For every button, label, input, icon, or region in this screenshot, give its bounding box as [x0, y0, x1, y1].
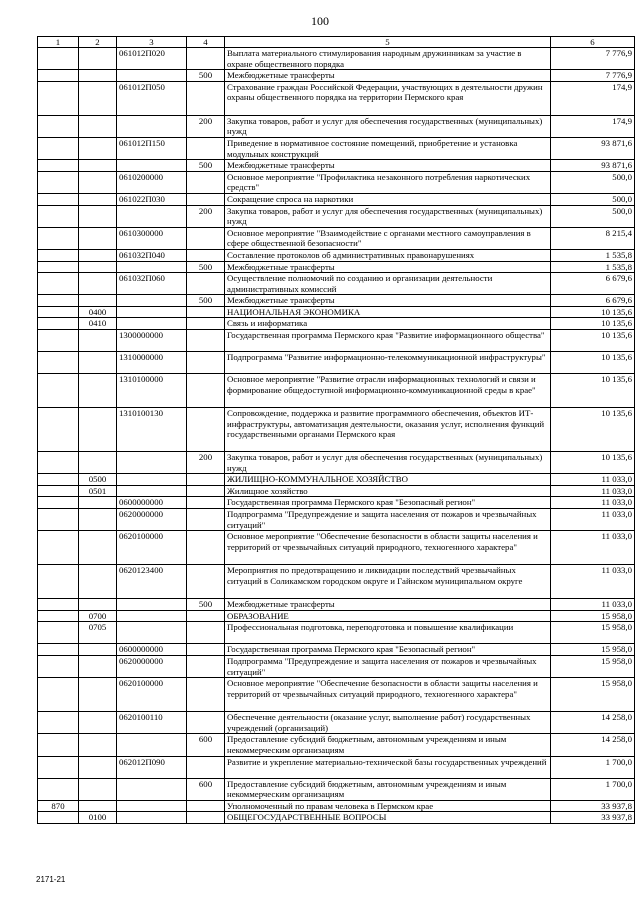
- chapter-code-cell: [38, 81, 79, 115]
- expense-type-code-cell: [187, 408, 225, 452]
- column-header: 2: [79, 37, 117, 48]
- section-code-cell: [79, 70, 117, 82]
- item-name-cell: Основное мероприятие "Развитие отрасли информационных технологий и связи и формирование общедоступной информационно-коммуникационной среды в крае": [225, 374, 551, 408]
- target-article-code-cell: [117, 295, 187, 307]
- column-header: 1: [38, 37, 79, 48]
- chapter-code-cell: [38, 306, 79, 318]
- section-code-cell: [79, 565, 117, 599]
- section-code-cell: [79, 644, 117, 656]
- chapter-code-cell: [38, 137, 79, 159]
- chapter-code-cell: [38, 160, 79, 172]
- target-article-code-cell: [117, 800, 187, 812]
- table-row: [38, 452, 635, 474]
- section-code-cell: [79, 452, 117, 474]
- amount-cell: 11 033,0: [551, 474, 635, 486]
- target-article-code-cell: 061012П020: [117, 48, 187, 70]
- table-row: [38, 193, 635, 205]
- target-article-code-cell: 0620100000: [117, 678, 187, 712]
- column-header-row: [38, 37, 635, 48]
- amount-cell: 500,0: [551, 205, 635, 227]
- expense-type-code-cell: [187, 756, 225, 778]
- chapter-code-cell: [38, 115, 79, 137]
- chapter-code-cell: [38, 497, 79, 509]
- table-row: [38, 497, 635, 509]
- item-name-cell: Приведение в нормативное состояние помещений, приобретение и установка модульных конструкций: [225, 137, 551, 159]
- amount-cell: 33 937,8: [551, 812, 635, 824]
- table-row: [38, 330, 635, 352]
- expense-type-code-cell: [187, 318, 225, 330]
- chapter-code-cell: [38, 678, 79, 712]
- expense-type-code-cell: [187, 712, 225, 734]
- target-article-code-cell: 061012П050: [117, 81, 187, 115]
- table-row: [38, 306, 635, 318]
- table-row: [38, 295, 635, 307]
- item-name-cell: Связь и информатика: [225, 318, 551, 330]
- section-code-cell: [79, 599, 117, 611]
- expense-type-code-cell: [187, 485, 225, 497]
- chapter-code-cell: [38, 408, 79, 452]
- chapter-code-cell: [38, 531, 79, 565]
- expense-type-code-cell: [187, 374, 225, 408]
- expense-type-code-cell: 500: [187, 261, 225, 273]
- expense-type-code-cell: [187, 610, 225, 622]
- section-code-cell: [79, 408, 117, 452]
- column-header: 3: [117, 37, 187, 48]
- item-name-cell: Основное мероприятие "Профилактика незаконного потребления наркотических средств": [225, 171, 551, 193]
- table-row: [38, 678, 635, 712]
- chapter-code-cell: [38, 227, 79, 249]
- section-code-cell: [79, 374, 117, 408]
- table-row: [38, 115, 635, 137]
- amount-cell: 93 871,6: [551, 137, 635, 159]
- expense-type-code-cell: [187, 171, 225, 193]
- amount-cell: 174,9: [551, 81, 635, 115]
- section-code-cell: [79, 756, 117, 778]
- amount-cell: 10 135,6: [551, 330, 635, 352]
- expense-type-code-cell: [187, 48, 225, 70]
- expense-type-code-cell: 500: [187, 160, 225, 172]
- chapter-code-cell: [38, 644, 79, 656]
- table-row: [38, 778, 635, 800]
- chapter-code-cell: [38, 205, 79, 227]
- table-row: [38, 318, 635, 330]
- table-row: [38, 273, 635, 295]
- chapter-code-cell: [38, 171, 79, 193]
- item-name-cell: Осуществление полномочий по созданию и организации деятельности административных комиссий: [225, 273, 551, 295]
- expense-type-code-cell: 500: [187, 599, 225, 611]
- column-header: 6: [551, 37, 635, 48]
- section-code-cell: [79, 531, 117, 565]
- table-row: [38, 408, 635, 452]
- amount-cell: 33 937,8: [551, 800, 635, 812]
- expense-type-code-cell: [187, 193, 225, 205]
- target-article-code-cell: [117, 622, 187, 644]
- expense-type-code-cell: 500: [187, 295, 225, 307]
- amount-cell: 93 871,6: [551, 160, 635, 172]
- chapter-code-cell: [38, 249, 79, 261]
- expense-type-code-cell: 500: [187, 70, 225, 82]
- table-row: [38, 160, 635, 172]
- chapter-code-cell: [38, 374, 79, 408]
- section-code-cell: [79, 48, 117, 70]
- amount-cell: 15 958,0: [551, 656, 635, 678]
- section-code-cell: [79, 249, 117, 261]
- section-code-cell: 0410: [79, 318, 117, 330]
- table-row: [38, 509, 635, 531]
- amount-cell: 15 958,0: [551, 622, 635, 644]
- item-name-cell: ОБЩЕГОСУДАРСТВЕННЫЕ ВОПРОСЫ: [225, 812, 551, 824]
- section-code-cell: [79, 115, 117, 137]
- chapter-code-cell: [38, 474, 79, 486]
- table-row: [38, 205, 635, 227]
- section-code-cell: [79, 330, 117, 352]
- chapter-code-cell: 870: [38, 800, 79, 812]
- chapter-code-cell: [38, 452, 79, 474]
- item-name-cell: Основное мероприятие "Взаимодействие с органами местного самоуправления в сфере общественной безопасности": [225, 227, 551, 249]
- table-row: [38, 48, 635, 70]
- section-code-cell: [79, 800, 117, 812]
- amount-cell: 500,0: [551, 171, 635, 193]
- table-row: [38, 812, 635, 824]
- amount-cell: 1 535,8: [551, 249, 635, 261]
- amount-cell: 10 135,6: [551, 352, 635, 374]
- section-code-cell: [79, 227, 117, 249]
- target-article-code-cell: 0620123400: [117, 565, 187, 599]
- item-name-cell: Сопровождение, поддержка и развитие программного обеспечения, объектов ИТ-инфраструктуры, автоматизация деятельности, оказания услуг, исполнения функций государственными органами Пермского края: [225, 408, 551, 452]
- target-article-code-cell: 061032П060: [117, 273, 187, 295]
- amount-cell: 15 958,0: [551, 610, 635, 622]
- target-article-code-cell: [117, 160, 187, 172]
- chapter-code-cell: [38, 193, 79, 205]
- section-code-cell: [79, 352, 117, 374]
- amount-cell: 8 215,4: [551, 227, 635, 249]
- item-name-cell: Выплата материального стимулирования народным дружинникам за участие в охране общественного порядка: [225, 48, 551, 70]
- target-article-code-cell: [117, 261, 187, 273]
- amount-cell: 500,0: [551, 193, 635, 205]
- target-article-code-cell: 1310000000: [117, 352, 187, 374]
- section-code-cell: [79, 509, 117, 531]
- expense-type-code-cell: 200: [187, 205, 225, 227]
- chapter-code-cell: [38, 485, 79, 497]
- section-code-cell: [79, 497, 117, 509]
- expense-type-code-cell: [187, 644, 225, 656]
- section-code-cell: 0501: [79, 485, 117, 497]
- item-name-cell: Предоставление субсидий бюджетным, автономным учреждениям и иным некоммерческим организациям: [225, 734, 551, 756]
- section-code-cell: [79, 712, 117, 734]
- item-name-cell: Основное мероприятие "Обеспечение безопасности в области защиты населения и территорий от чрезвычайных ситуаций природного, техногенного характера": [225, 531, 551, 565]
- chapter-code-cell: [38, 565, 79, 599]
- amount-cell: 11 033,0: [551, 599, 635, 611]
- section-code-cell: [79, 137, 117, 159]
- chapter-code-cell: [38, 509, 79, 531]
- item-name-cell: Развитие и укрепление материально-технической базы государственных учреждений: [225, 756, 551, 778]
- chapter-code-cell: [38, 48, 79, 70]
- expense-type-code-cell: [187, 678, 225, 712]
- item-name-cell: Подпрограмма "Предупреждение и защита населения от пожаров и чрезвычайных ситуаций": [225, 656, 551, 678]
- expense-type-code-cell: [187, 273, 225, 295]
- table-row: [38, 734, 635, 756]
- target-article-code-cell: [117, 485, 187, 497]
- amount-cell: 11 033,0: [551, 485, 635, 497]
- column-header: 4: [187, 37, 225, 48]
- amount-cell: 15 958,0: [551, 644, 635, 656]
- amount-cell: 7 776,9: [551, 70, 635, 82]
- expense-type-code-cell: 200: [187, 452, 225, 474]
- expense-type-code-cell: [187, 330, 225, 352]
- section-code-cell: 0705: [79, 622, 117, 644]
- target-article-code-cell: 0620100000: [117, 531, 187, 565]
- section-code-cell: [79, 778, 117, 800]
- section-code-cell: 0700: [79, 610, 117, 622]
- table-row: [38, 756, 635, 778]
- expense-type-code-cell: [187, 497, 225, 509]
- chapter-code-cell: [38, 812, 79, 824]
- expense-type-code-cell: [187, 474, 225, 486]
- item-name-cell: Профессиональная подготовка, переподготовка и повышение квалификации: [225, 622, 551, 644]
- document-code: 2171-21: [36, 875, 66, 884]
- expense-type-code-cell: [187, 565, 225, 599]
- table-row: [38, 81, 635, 115]
- chapter-code-cell: [38, 712, 79, 734]
- chapter-code-cell: [38, 330, 79, 352]
- table-row: [38, 137, 635, 159]
- section-code-cell: [79, 678, 117, 712]
- table-row: [38, 656, 635, 678]
- item-name-cell: Межбюджетные трансферты: [225, 261, 551, 273]
- target-article-code-cell: [117, 812, 187, 824]
- item-name-cell: Межбюджетные трансферты: [225, 599, 551, 611]
- item-name-cell: Основное мероприятие "Обеспечение безопасности в области защиты населения и территорий от чрезвычайных ситуаций природного, техногенного характера": [225, 678, 551, 712]
- chapter-code-cell: [38, 756, 79, 778]
- table-row: [38, 800, 635, 812]
- target-article-code-cell: 0600000000: [117, 644, 187, 656]
- section-code-cell: 0400: [79, 306, 117, 318]
- amount-cell: 1 700,0: [551, 778, 635, 800]
- amount-cell: 6 679,6: [551, 295, 635, 307]
- item-name-cell: Сокращение спроса на наркотики: [225, 193, 551, 205]
- table-row: [38, 644, 635, 656]
- chapter-code-cell: [38, 599, 79, 611]
- chapter-code-cell: [38, 778, 79, 800]
- section-code-cell: [79, 734, 117, 756]
- target-article-code-cell: [117, 115, 187, 137]
- amount-cell: 10 135,6: [551, 306, 635, 318]
- chapter-code-cell: [38, 622, 79, 644]
- table-row: [38, 485, 635, 497]
- section-code-cell: [79, 193, 117, 205]
- chapter-code-cell: [38, 273, 79, 295]
- target-article-code-cell: 062012П090: [117, 756, 187, 778]
- item-name-cell: Подпрограмма "Развитие информационно-телекоммуникационной инфраструктуры": [225, 352, 551, 374]
- chapter-code-cell: [38, 261, 79, 273]
- expense-type-code-cell: [187, 812, 225, 824]
- item-name-cell: Страхование граждан Российской Федерации, участвующих в деятельности дружин охраны общественного порядка на территории Пермского края: [225, 81, 551, 115]
- item-name-cell: ЖИЛИЩНО-КОММУНАЛЬНОЕ ХОЗЯЙСТВО: [225, 474, 551, 486]
- target-article-code-cell: [117, 205, 187, 227]
- section-code-cell: [79, 171, 117, 193]
- target-article-code-cell: 1310100130: [117, 408, 187, 452]
- section-code-cell: [79, 295, 117, 307]
- section-code-cell: [79, 205, 117, 227]
- item-name-cell: Предоставление субсидий бюджетным, автономным учреждениям и иным некоммерческим организациям: [225, 778, 551, 800]
- target-article-code-cell: 061012П150: [117, 137, 187, 159]
- table-row: [38, 712, 635, 734]
- section-code-cell: [79, 273, 117, 295]
- chapter-code-cell: [38, 610, 79, 622]
- expense-type-code-cell: [187, 352, 225, 374]
- table-row: [38, 249, 635, 261]
- item-name-cell: Закупка товаров, работ и услуг для обеспечения государственных (муниципальных) нужд: [225, 205, 551, 227]
- target-article-code-cell: 0620100110: [117, 712, 187, 734]
- expense-type-code-cell: [187, 656, 225, 678]
- target-article-code-cell: 0610300000: [117, 227, 187, 249]
- chapter-code-cell: [38, 734, 79, 756]
- target-article-code-cell: 0610200000: [117, 171, 187, 193]
- column-header: 5: [225, 37, 551, 48]
- section-code-cell: [79, 160, 117, 172]
- expense-type-code-cell: 600: [187, 734, 225, 756]
- chapter-code-cell: [38, 295, 79, 307]
- item-name-cell: Государственная программа Пермского края "Безопасный регион": [225, 644, 551, 656]
- amount-cell: 6 679,6: [551, 273, 635, 295]
- target-article-code-cell: [117, 734, 187, 756]
- target-article-code-cell: [117, 306, 187, 318]
- table-row: [38, 70, 635, 82]
- amount-cell: 14 258,0: [551, 712, 635, 734]
- target-article-code-cell: [117, 599, 187, 611]
- item-name-cell: Межбюджетные трансферты: [225, 70, 551, 82]
- item-name-cell: Подпрограмма "Предупреждение и защита населения от пожаров и чрезвычайных ситуаций": [225, 509, 551, 531]
- amount-cell: 10 135,6: [551, 318, 635, 330]
- amount-cell: 11 033,0: [551, 531, 635, 565]
- chapter-code-cell: [38, 70, 79, 82]
- item-name-cell: Государственная программа Пермского края "Развитие информационного общества": [225, 330, 551, 352]
- item-name-cell: Обеспечение деятельности (оказание услуг, выполнение работ) государственных учреждений (организаций): [225, 712, 551, 734]
- amount-cell: 10 135,6: [551, 408, 635, 452]
- chapter-code-cell: [38, 656, 79, 678]
- expense-type-code-cell: 600: [187, 778, 225, 800]
- target-article-code-cell: 0600000000: [117, 497, 187, 509]
- expense-type-code-cell: [187, 81, 225, 115]
- target-article-code-cell: [117, 778, 187, 800]
- item-name-cell: Закупка товаров, работ и услуг для обеспечения государственных (муниципальных) нужд: [225, 452, 551, 474]
- item-name-cell: Мероприятия по предотвращению и ликвидации последствий чрезвычайных ситуаций в Соликамском городском округе и Гайнском муниципальном округе: [225, 565, 551, 599]
- table-row: [38, 531, 635, 565]
- target-article-code-cell: [117, 474, 187, 486]
- item-name-cell: ОБРАЗОВАНИЕ: [225, 610, 551, 622]
- table-row: [38, 227, 635, 249]
- expense-type-code-cell: [187, 137, 225, 159]
- table-row: [38, 374, 635, 408]
- table-row: [38, 171, 635, 193]
- target-article-code-cell: [117, 318, 187, 330]
- section-code-cell: [79, 81, 117, 115]
- amount-cell: 10 135,6: [551, 374, 635, 408]
- section-code-cell: [79, 656, 117, 678]
- expense-type-code-cell: [187, 509, 225, 531]
- target-article-code-cell: 0620000000: [117, 656, 187, 678]
- item-name-cell: НАЦИОНАЛЬНАЯ ЭКОНОМИКА: [225, 306, 551, 318]
- target-article-code-cell: [117, 70, 187, 82]
- expense-type-code-cell: [187, 227, 225, 249]
- amount-cell: 1 535,8: [551, 261, 635, 273]
- table-row: [38, 474, 635, 486]
- target-article-code-cell: 061022П030: [117, 193, 187, 205]
- amount-cell: 10 135,6: [551, 452, 635, 474]
- item-name-cell: Уполномоченный по правам человека в Пермском крае: [225, 800, 551, 812]
- amount-cell: 15 958,0: [551, 678, 635, 712]
- expense-type-code-cell: [187, 531, 225, 565]
- item-name-cell: Составление протоколов об административных правонарушениях: [225, 249, 551, 261]
- amount-cell: 1 700,0: [551, 756, 635, 778]
- table-row: [38, 565, 635, 599]
- expense-type-code-cell: [187, 249, 225, 261]
- page-number: 100: [311, 14, 329, 28]
- chapter-code-cell: [38, 352, 79, 374]
- item-name-cell: Межбюджетные трансферты: [225, 160, 551, 172]
- target-article-code-cell: 0620000000: [117, 509, 187, 531]
- target-article-code-cell: [117, 610, 187, 622]
- table-row: [38, 261, 635, 273]
- amount-cell: 11 033,0: [551, 509, 635, 531]
- target-article-code-cell: 1310100000: [117, 374, 187, 408]
- target-article-code-cell: 061032П040: [117, 249, 187, 261]
- amount-cell: 174,9: [551, 115, 635, 137]
- amount-cell: 11 033,0: [551, 565, 635, 599]
- section-code-cell: 0100: [79, 812, 117, 824]
- amount-cell: 14 258,0: [551, 734, 635, 756]
- item-name-cell: Государственная программа Пермского края "Безопасный регион": [225, 497, 551, 509]
- expense-type-code-cell: [187, 800, 225, 812]
- amount-cell: 7 776,9: [551, 48, 635, 70]
- budget-table: [37, 36, 635, 824]
- chapter-code-cell: [38, 318, 79, 330]
- section-code-cell: 0500: [79, 474, 117, 486]
- item-name-cell: Закупка товаров, работ и услуг для обеспечения государственных (муниципальных) нужд: [225, 115, 551, 137]
- table-row: [38, 622, 635, 644]
- section-code-cell: [79, 261, 117, 273]
- item-name-cell: Жилищное хозяйство: [225, 485, 551, 497]
- table-row: [38, 610, 635, 622]
- expense-type-code-cell: [187, 622, 225, 644]
- target-article-code-cell: [117, 452, 187, 474]
- target-article-code-cell: 1300000000: [117, 330, 187, 352]
- table-row: [38, 352, 635, 374]
- amount-cell: 11 033,0: [551, 497, 635, 509]
- item-name-cell: Межбюджетные трансферты: [225, 295, 551, 307]
- expense-type-code-cell: 200: [187, 115, 225, 137]
- expense-type-code-cell: [187, 306, 225, 318]
- table-row: [38, 599, 635, 611]
